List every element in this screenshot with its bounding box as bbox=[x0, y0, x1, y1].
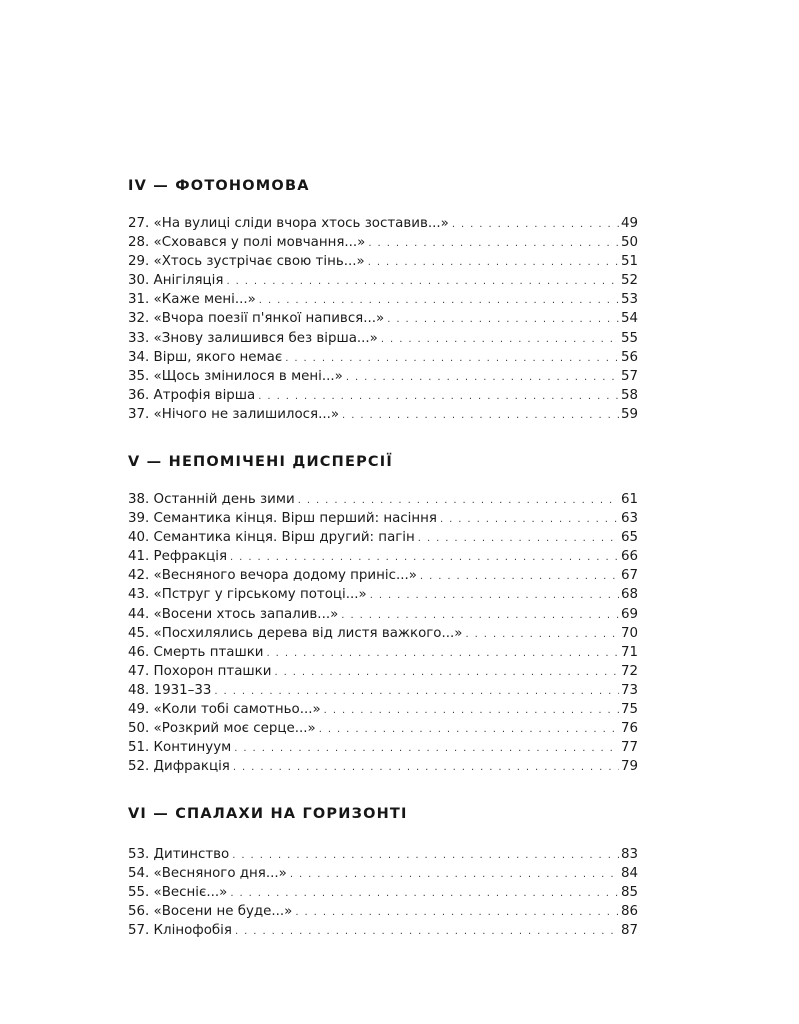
toc-entry bbox=[128, 738, 638, 757]
toc-entry-title: 32. «Вчора поезії п'янкої напився...» bbox=[128, 311, 385, 327]
dot-leader bbox=[285, 349, 619, 368]
toc-page-number: 70 bbox=[620, 625, 638, 641]
toc-page-number: 72 bbox=[620, 663, 638, 679]
dot-leader bbox=[298, 491, 619, 510]
toc-entry bbox=[128, 329, 638, 348]
toc-entry-title: 41. Рефракція bbox=[128, 549, 227, 565]
toc-entry bbox=[128, 662, 638, 681]
toc-entry-title: 30. Анігіляція bbox=[128, 273, 224, 289]
toc-page-number: 55 bbox=[620, 330, 638, 346]
toc-entry-title: 33. «Знову залишився без вірша...» bbox=[128, 330, 378, 346]
toc-entry-title: 48. 1931–33 bbox=[128, 682, 212, 698]
toc-page-number: 63 bbox=[620, 511, 638, 527]
toc-entry-title: 37. «Нічого не залишилося...» bbox=[128, 406, 340, 422]
dot-leader bbox=[324, 701, 619, 720]
toc-page-number: 53 bbox=[620, 292, 638, 308]
section-heading: V — НЕПОМІЧЕНІ ДИСПЕРСІЇ bbox=[128, 454, 393, 470]
toc-page-number: 73 bbox=[620, 682, 638, 698]
dot-leader bbox=[295, 903, 619, 922]
toc-list bbox=[128, 214, 638, 424]
toc-page-number: 79 bbox=[620, 759, 638, 775]
toc-entry bbox=[128, 566, 638, 585]
dot-leader bbox=[233, 758, 619, 777]
toc-entry-title: 31. «Каже мені...» bbox=[128, 292, 256, 308]
toc-entry bbox=[128, 883, 638, 902]
dot-leader bbox=[226, 272, 619, 291]
toc-page-number: 75 bbox=[620, 702, 638, 718]
toc-entry-title: 29. «Хтось зустрічає свою тінь...» bbox=[128, 254, 365, 270]
toc-entry-title: 57. Клінофобія bbox=[128, 923, 232, 939]
dot-leader bbox=[465, 625, 618, 644]
dot-leader bbox=[267, 644, 619, 663]
dot-leader bbox=[319, 720, 619, 739]
section-heading: VI — СПАЛАХИ НА ГОРИЗОНТІ bbox=[128, 806, 408, 822]
toc-entry-title: 51. Континуум bbox=[128, 740, 232, 756]
dot-leader bbox=[368, 234, 619, 253]
toc-entry-title: 42. «Весняного вечора додому приніс...» bbox=[128, 568, 417, 584]
toc-entry bbox=[128, 348, 638, 367]
dot-leader bbox=[381, 330, 619, 349]
toc-entry bbox=[128, 757, 638, 776]
toc-list bbox=[128, 490, 638, 776]
toc-page-number: 67 bbox=[620, 568, 638, 584]
toc-page-number: 71 bbox=[620, 644, 638, 660]
dot-leader bbox=[452, 215, 619, 234]
dot-leader bbox=[290, 865, 619, 884]
toc-entry bbox=[128, 509, 638, 528]
dot-leader bbox=[420, 567, 619, 586]
toc-page-number: 52 bbox=[620, 273, 638, 289]
dot-leader bbox=[230, 884, 619, 903]
dot-leader bbox=[440, 510, 619, 529]
toc-page-number: 68 bbox=[620, 587, 638, 603]
toc-page-number: 85 bbox=[620, 885, 638, 901]
toc-entry-title: 35. «Щось змінилося в мені...» bbox=[128, 368, 343, 384]
toc-entry bbox=[128, 290, 638, 309]
dot-leader bbox=[214, 682, 619, 701]
dot-leader bbox=[234, 739, 619, 758]
toc-page-number: 57 bbox=[620, 368, 638, 384]
toc-entry-title: 43. «Пструг у гірському потоці...» bbox=[128, 587, 367, 603]
toc-page-number: 54 bbox=[620, 311, 638, 327]
toc-entry bbox=[128, 233, 638, 252]
toc-entry bbox=[128, 700, 638, 719]
toc-page-number: 86 bbox=[620, 904, 638, 920]
dot-leader bbox=[274, 663, 619, 682]
toc-entry bbox=[128, 528, 638, 547]
toc-entry-title: 44. «Восени хтось запалив...» bbox=[128, 606, 339, 622]
toc-list bbox=[128, 845, 638, 940]
toc-entry-title: 47. Похорон пташки bbox=[128, 663, 272, 679]
toc-entry-title: 46. Смерть пташки bbox=[128, 644, 264, 660]
toc-entry bbox=[128, 271, 638, 290]
toc-entry-title: 52. Дифракція bbox=[128, 759, 230, 775]
toc-entry bbox=[128, 367, 638, 386]
toc-entry-title: 40. Семантика кінця. Вірш другий: пагін bbox=[128, 530, 415, 546]
toc-entry bbox=[128, 902, 638, 921]
toc-entry-title: 53. Дитинство bbox=[128, 847, 230, 862]
dot-leader bbox=[341, 606, 619, 625]
toc-entry bbox=[128, 864, 638, 883]
toc-page-number: 50 bbox=[620, 235, 638, 251]
toc-entry bbox=[128, 605, 638, 624]
dot-leader bbox=[418, 529, 619, 548]
toc-entry-title: 39. Семантика кінця. Вірш перший: насіння bbox=[128, 511, 437, 527]
toc-page-number: 49 bbox=[620, 216, 638, 231]
toc-entry bbox=[128, 405, 638, 424]
toc-page-number: 59 bbox=[620, 406, 638, 422]
toc-entry-title: 38. Останній день зими bbox=[128, 492, 295, 507]
toc-page-number: 61 bbox=[620, 492, 638, 507]
dot-leader bbox=[346, 368, 619, 387]
toc-entry bbox=[128, 681, 638, 700]
dot-leader bbox=[232, 846, 619, 865]
dot-leader bbox=[235, 922, 619, 941]
toc-entry-title: 56. «Восени не буде...» bbox=[128, 904, 293, 920]
toc-entry bbox=[128, 643, 638, 662]
toc-page-number: 56 bbox=[620, 349, 638, 365]
toc-page-number: 84 bbox=[620, 866, 638, 882]
toc-entry bbox=[128, 309, 638, 328]
toc-entry-title: 34. Вірш, якого немає bbox=[128, 349, 283, 365]
toc-entry bbox=[128, 585, 638, 604]
toc-entry-title: 28. «Сховався у полі мовчання...» bbox=[128, 235, 366, 251]
toc-page-number: 76 bbox=[620, 721, 638, 737]
toc-entry-title: 54. «Весняного дня...» bbox=[128, 866, 287, 882]
dot-leader bbox=[342, 406, 619, 425]
toc-entry-title: 45. «Посхилялись дерева від листя важкого...» bbox=[128, 625, 463, 641]
dot-leader bbox=[258, 387, 619, 406]
toc-page-number: 58 bbox=[620, 387, 638, 403]
toc-entry bbox=[128, 386, 638, 405]
toc-entry-title: 50. «Розкрий моє серце...» bbox=[128, 721, 316, 737]
toc-entry bbox=[128, 252, 638, 271]
toc-page-number: 87 bbox=[620, 923, 638, 939]
toc-entry bbox=[128, 921, 638, 940]
toc-entry bbox=[128, 624, 638, 643]
dot-leader bbox=[230, 548, 619, 567]
toc-entry bbox=[128, 214, 638, 233]
dot-leader bbox=[259, 291, 619, 310]
toc-entry bbox=[128, 845, 638, 864]
dot-leader bbox=[368, 253, 619, 272]
toc-entry-title: 49. «Коли тобі самотньо...» bbox=[128, 702, 321, 718]
dot-leader bbox=[370, 586, 619, 605]
toc-entry bbox=[128, 490, 638, 509]
toc-page-number: 83 bbox=[620, 847, 638, 862]
toc-entry bbox=[128, 547, 638, 566]
toc-entry-title: 55. «Веснiє...» bbox=[128, 885, 228, 901]
dot-leader bbox=[387, 310, 619, 329]
section-heading: IV — ФОТОНОМОВА bbox=[128, 178, 310, 194]
toc-page-number: 65 bbox=[620, 530, 638, 546]
toc-entry-title: 36. Атрофія вірша bbox=[128, 387, 256, 403]
toc-entry-title: 27. «На вулиці сліди вчора хтось зоставив...» bbox=[128, 216, 449, 231]
toc-page-number: 77 bbox=[620, 740, 638, 756]
toc-page-number: 66 bbox=[620, 549, 638, 565]
toc-page-number: 69 bbox=[620, 606, 638, 622]
toc-page-number: 51 bbox=[620, 254, 638, 270]
toc-entry bbox=[128, 719, 638, 738]
